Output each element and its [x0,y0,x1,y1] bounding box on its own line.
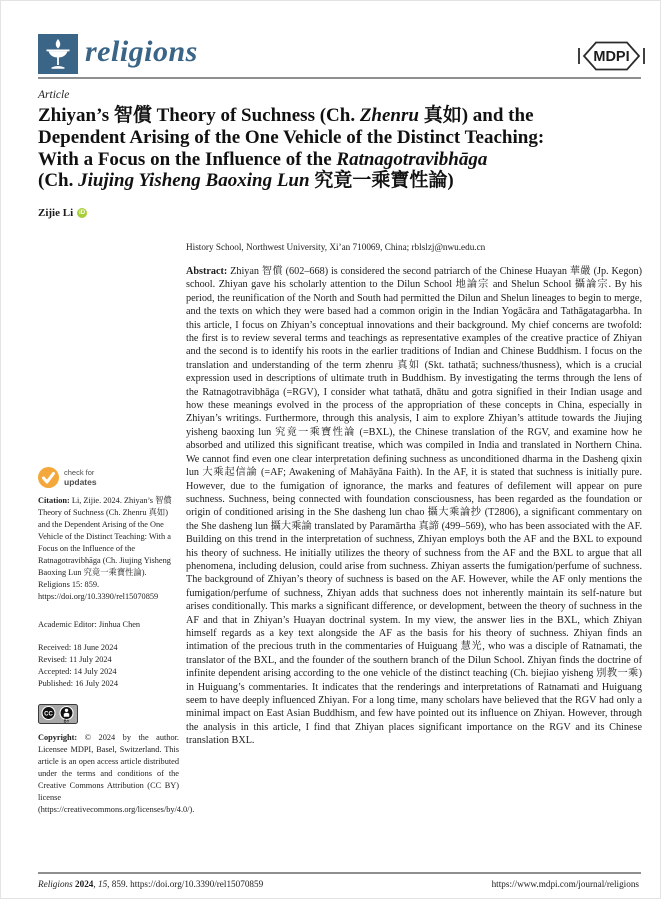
copyright-notice [38,732,195,816]
article-type-label: Article [38,89,70,101]
citation-text: Li, Zijie. 2024. Zhiyan’s 智償 Theory of Suchness (Ch. Zhenru 真如) and the Dependent Arising of the One Vehicle of the Distinct Teaching: With a Focus on the Influence of the Ratnagotravibhāga (Ch. Jiujing Yisheng Baoxing Lun 究竟一乘寶性論). Religions 15: 859. https://doi.org/10.3390/rel15070859 [38,496,172,601]
svg-text:BY: BY [63,718,70,724]
abstract [186,265,642,748]
article-history [38,642,179,690]
copyright-text: © 2024 by the author. Licensee MDPI, Basel, Switzerland. This article is an open access article distributed under the terms and conditions of the Creative Commons Attribution (CC BY) license (https://creativecommons.org/licenses/by/4.0/). [38,733,195,814]
footer-divider [38,872,641,874]
accepted-date: Accepted: 14 July 2024 [38,667,117,676]
abstract-text: Zhiyan 智償 (602–668) is considered the second patriarch of the Chinese Huayan 華嚴 (Jp. Kegon) school. Zhiyan gave his scholarly attention to the Dilun School 地論宗 and Shelun School 攝論宗. By his period, the reunification of the North and South had permitted the Dilun and Shelun lineages to begin to merge, and the texts on which they were based had a common origin in the Indian Yogācāra and Tathāgatagarbha. In this article, I focus on Zhiyan’s conceptual innovations and their background. My chief concerns are twofold: the first is to review several terms and teachings as representative examples of the creative practice of Zhiyan and the second is to identify his roots in the earlier traditions of Indian and Chinese Buddhism. I focus on the translation and understanding of the term zhenru 真如 (Skt. tathatā; suchness/thusness), which is a crucial expression used in descriptions of ultimate truth in Buddhism. By investigating the terms through the lens of the Ratnagotravibhāga (=RGV), I consider what tathatā, dhātu and gotra signified in their Indian usage and how these meanings evolved in the process of the appropriation of these concepts in China, especially in Zhiyan’s writings. Furthermore, through this analysis, I aim to explore Zhiyan’s attitude towards the Jiujing yisheng baoxing lun 究竟一乘寶性論 (=BXL), the Chinese translation of the RGV, and examine how he absorbed and utilized this significant treatise, which was compiled in India and translated in Northern China. We cannot find even one clear interpretation defining suchness as unconditioned dharma in the Dasheng qixin lun 大乘起信論 (=AF; Awakening of Mahāyāna Faith). In the AF, it is stated that suchness is initially pure. However, due to the fumigation of ignorance, the marks and features of defilement will appear on pure suchness. Suchness, being connected with foundation consciousness, has been regarded as the foundation or origin of conditioned arising in the She dasheng lun chao 攝大乘論抄 (T2806), a significant commentary on the She dasheng lun 攝大乘論 translated by Paramārtha 真諦 (499–569), who has been associated with the AF. Building on this trend in the interpretation of suchness, Zhiyan employs both the AF and the BXL to expound his theory of suchness. He initially utilizes the theory of suchness from the AF and the BXL to argue that all phenomena, including delusion, could arise from suchness. Zhiyan asserts the fumigation/perfume of suchness. The background of Zhiyan’s theory of suchness is based on the AF. However, while the AF only mentions the fumigation/perfume of suchness, Zhiyan adds that suchness does not inherently maintain its self-nature but arises conditionally. This marks a significant difference, or development, between the theory of suchness in the AF and that in Zhiyan’s Huayan doctrinal system. In my view, the answer lies in the BXL, which Zhiyan himself regards as a key text alongside the AF as the basis for his theory of suchness. Zhiyan finds an intimation of the precious truth in the commentaries of Huiguang 慧光, who was a disciple of Ratnamati, the translator of the BXL, and the founder of the southern branch of the Dilun School. Zhiyan finds the doctrine of infinite dependent arising according to the one vehicle of the distinct teaching (Ch. biejiao yisheng 別教一乘) in Huiguang’s commentaries. It indicates that the renderings and interpretations of Ratnamati and Huiguang seem to have deeply influenced Zhiyan. For a long time, many scholars have believed that the RGV had only a minimal impact on East Asian Buddhism, and few have pointed out its influence on Zhiyan. However, through the analysis in this article, I find that Zhiyan places significant importance on the RGV and its Chinese translation BXL. [186,266,643,747]
religions-journal-logo [38,34,78,74]
footer-journal-url: https://www.mdpi.com/journal/religions [491,879,639,889]
academic-editor: Academic Editor: Jinhua Chen [38,620,141,629]
author-affiliation: History School, Northwest University, Xi’an 710069, China; rblslzj@nwu.edu.cn [186,242,486,252]
footer-citation: Religions 2024, 15, 859. https://doi.org/10.3390/rel15070859 [38,879,264,889]
published-date: Published: 16 July 2024 [38,679,118,688]
svg-text:MDPI: MDPI [593,49,630,65]
checkmark-circle-icon [38,467,59,488]
cc-by-license-badge [38,704,78,724]
copyright-label: Copyright: [38,733,78,742]
orcid-icon[interactable]: iD [79,210,86,216]
journal-name: religions [85,35,198,68]
mdpi-logo-icon [576,39,647,73]
author-row [38,207,87,219]
page-title: Zhiyan’s 智償 Theory of Suchness (Ch. Zhenru 真如) and the Dependent Arising of the One Vehicle of the Distinct Teaching: With a Focus on the Influence of the Ratnagotravibhāga (Ch. Jiujing Yisheng Baoxing Lun 究竟一乘寶性論) [38,105,545,192]
lamp-flame-icon [38,61,78,78]
citation-block [38,495,179,603]
author-name: Zijie Li [38,207,74,219]
check-for-updates-badge[interactable] [38,467,97,488]
citation-label: Citation: [38,496,70,505]
abstract-label: Abstract: [186,266,228,277]
revised-date: Revised: 11 July 2024 [38,655,112,664]
check-for-updates-label: check for updates [64,468,97,487]
received-date: Received: 18 June 2024 [38,643,118,652]
svg-text:CC: CC [44,711,53,718]
header-divider [38,77,641,79]
